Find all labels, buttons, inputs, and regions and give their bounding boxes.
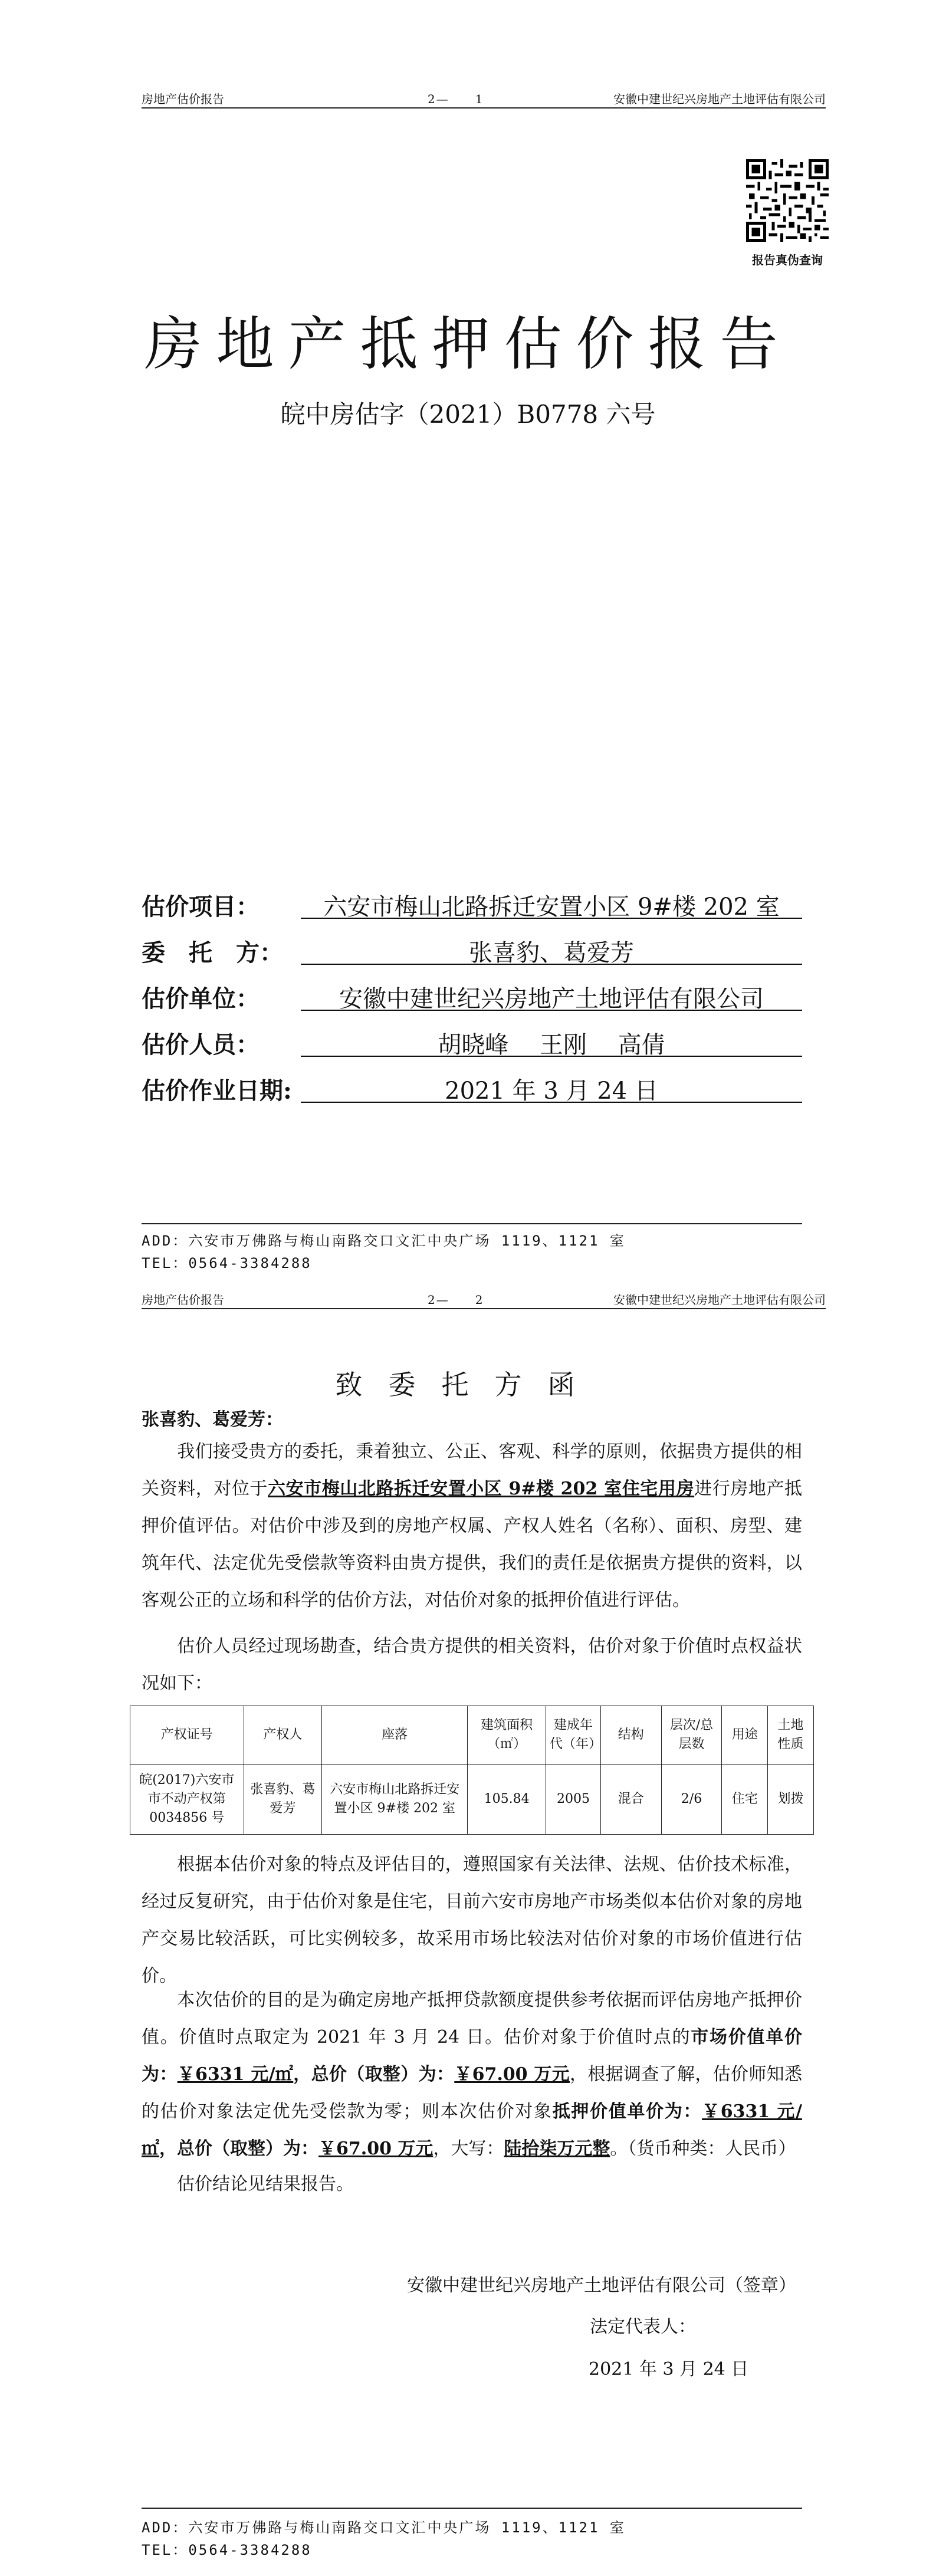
info-key: 估价项目： xyxy=(142,893,260,921)
info-row-appraisers xyxy=(142,1023,802,1058)
table-row xyxy=(130,1765,814,1835)
report-title: 房地产抵押估价报告 xyxy=(144,311,792,378)
table-header: 建筑面积（㎡） xyxy=(468,1706,546,1765)
info-row-project xyxy=(142,885,802,920)
info-key: 估价单位： xyxy=(142,985,260,1013)
table-header: 产权证号 xyxy=(130,1706,244,1765)
header-left: 房地产估价报告 xyxy=(142,1293,224,1307)
footer-phone: TEL：0564-3384288 xyxy=(142,2542,312,2558)
report-cover-page xyxy=(0,0,936,1274)
info-row-date xyxy=(142,1069,802,1104)
table-header: 产权人 xyxy=(244,1706,322,1765)
info-key: 委 托 方： xyxy=(142,939,283,967)
info-value: 安徽中建世纪兴房地产土地评估有限公司 xyxy=(301,980,802,1011)
table-header: 层次/总层数 xyxy=(661,1706,722,1765)
header-page-mark: 2— 2 xyxy=(428,1293,484,1307)
footer-divider xyxy=(142,2508,802,2509)
header-right: 安徽中建世纪兴房地产土地评估有限公司 xyxy=(613,1293,826,1307)
report-number: 皖中房估字（2021）B0778 六号 xyxy=(280,400,656,429)
footer-address: ADD：六安市万佛路与梅山南路交口文汇中央广场 1119、1121 室 xyxy=(142,1233,626,1249)
info-row-client xyxy=(142,931,802,966)
info-value: 胡晓峰 王刚 高倩 xyxy=(301,1026,802,1057)
table-cell: 住宅 xyxy=(722,1765,768,1835)
letter-title: 致委托方函 xyxy=(335,1369,601,1401)
table-cell: 105.84 xyxy=(468,1765,546,1835)
table-cell: 2005 xyxy=(546,1765,601,1835)
mortgage-total-price: ￥67.00 万元 xyxy=(318,2138,433,2159)
table-cell: 张喜豹、葛爱芳 xyxy=(244,1765,322,1835)
salutation: 张喜豹、葛爱芳： xyxy=(142,1409,283,1430)
table-header: 建成年代（年） xyxy=(546,1706,601,1765)
table-cell: 划拨 xyxy=(768,1765,814,1835)
mortgage-unit-price: ￥6331 元/㎡ xyxy=(142,2101,803,2159)
header-right: 安徽中建世纪兴房地产土地评估有限公司 xyxy=(613,92,826,106)
table-cell: 六安市梅山北路拆迁安置小区 9#楼 202 室 xyxy=(322,1765,468,1835)
info-value: 张喜豹、葛爱芳 xyxy=(301,934,802,965)
paragraph-valuation: 本次估价的目的是为确定房地产抵押贷款额度提供参考依据而评估房地产抵押价值。价值时点取定为 2021 年 3 月 24 日。估价对象于价值时点的市场价值单价为：￥6331 元/㎡，总价（取整）为：￥67.00 万元，根据调查了解，估价师知悉的估价对象法定优先受偿款为零；则本次估价对象抵押价值单价为：￥6331 元/㎡，总价（取整）为：￥67.00 万元，大写：陆拾柒万元整。（货币种类：人民币） xyxy=(142,1990,803,2159)
market-total-price: ￥67.00 万元 xyxy=(454,2064,570,2085)
property-table xyxy=(130,1706,814,1835)
market-unit-price: ￥6331 元/㎡ xyxy=(177,2064,294,2085)
footer-divider xyxy=(142,1223,802,1224)
footer-address: ADD：六安市万佛路与梅山南路交口文汇中央广场 1119、1121 室 xyxy=(142,2519,626,2536)
signature-representative: 法定代表人： xyxy=(590,2317,696,2337)
paragraph-intro: 我们接受贵方的委托，秉着独立、公正、客观、科学的原则，依据贵方提供的相关资料，对位于六安市梅山北路拆迁安置小区 9#楼 202 室住宅用房进行房地产抵押价值评估。对估价中涉及到的房地产权属、产权人姓名（名称）、面积、房型、建筑年代、法定优先受偿款等资料由贵方提供，我们的责任是依据贵方提供的资料，以客观公正的立场和科学的估价方法，对估价对象的抵押价值进行评估。 xyxy=(142,1441,803,1611)
page-header xyxy=(142,84,826,109)
header-left: 房地产估价报告 xyxy=(142,92,224,106)
info-key: 估价人员： xyxy=(142,1031,260,1059)
paragraph-inspection: 估价人员经过现场勘查，结合贵方提供的相关资料，估价对象于价值时点权益状况如下： xyxy=(142,1636,802,1694)
info-row-appraiser-org xyxy=(142,977,802,1012)
property-address: 六安市梅山北路拆迁安置小区 9#楼 202 室住宅用房 xyxy=(268,1478,695,1499)
header-page-mark: 2— 1 xyxy=(428,92,484,106)
footer-phone: TEL：0564-3384288 xyxy=(142,1255,312,1271)
amount-in-words: 陆拾柒万元整 xyxy=(504,2138,610,2159)
paragraph-method: 根据本估价对象的特点及评估目的，遵照国家有关法律、法规、估价技术标准，经过反复研究，由于估价对象是住宅，目前六安市房地产市场类似本估价对象的房地产交易比较活跃，可比实例较多，故采用市场比较法对估价对象的市场价值进行估价。 xyxy=(142,1854,802,1986)
info-key: 估价作业日期: xyxy=(142,1077,292,1105)
table-header: 座落 xyxy=(322,1706,468,1765)
qr-code-icon[interactable] xyxy=(746,159,829,242)
table-header: 结构 xyxy=(600,1706,661,1765)
table-header-row xyxy=(130,1706,814,1765)
table-header: 用途 xyxy=(722,1706,768,1765)
signature-date: 2021 年 3 月 24 日 xyxy=(589,2359,749,2380)
qr-label: 报告真伪查询 xyxy=(752,253,823,267)
info-value: 六安市梅山北路拆迁安置小区 9#楼 202 室 xyxy=(301,888,802,919)
table-cell: 2/6 xyxy=(661,1765,722,1835)
signature-company: 安徽中建世纪兴房地产土地评估有限公司（签章） xyxy=(407,2275,796,2296)
paragraph-conclusion: 估价结论见结果报告。 xyxy=(177,2174,354,2194)
table-cell: 皖(2017)六安市市不动产权第 0034856 号 xyxy=(130,1765,244,1835)
table-cell: 混合 xyxy=(600,1765,661,1835)
letter-page xyxy=(0,1274,936,2576)
page-header xyxy=(142,1284,826,1309)
table-header: 土地性质 xyxy=(768,1706,814,1765)
info-value: 2021 年 3 月 24 日 xyxy=(301,1072,802,1103)
